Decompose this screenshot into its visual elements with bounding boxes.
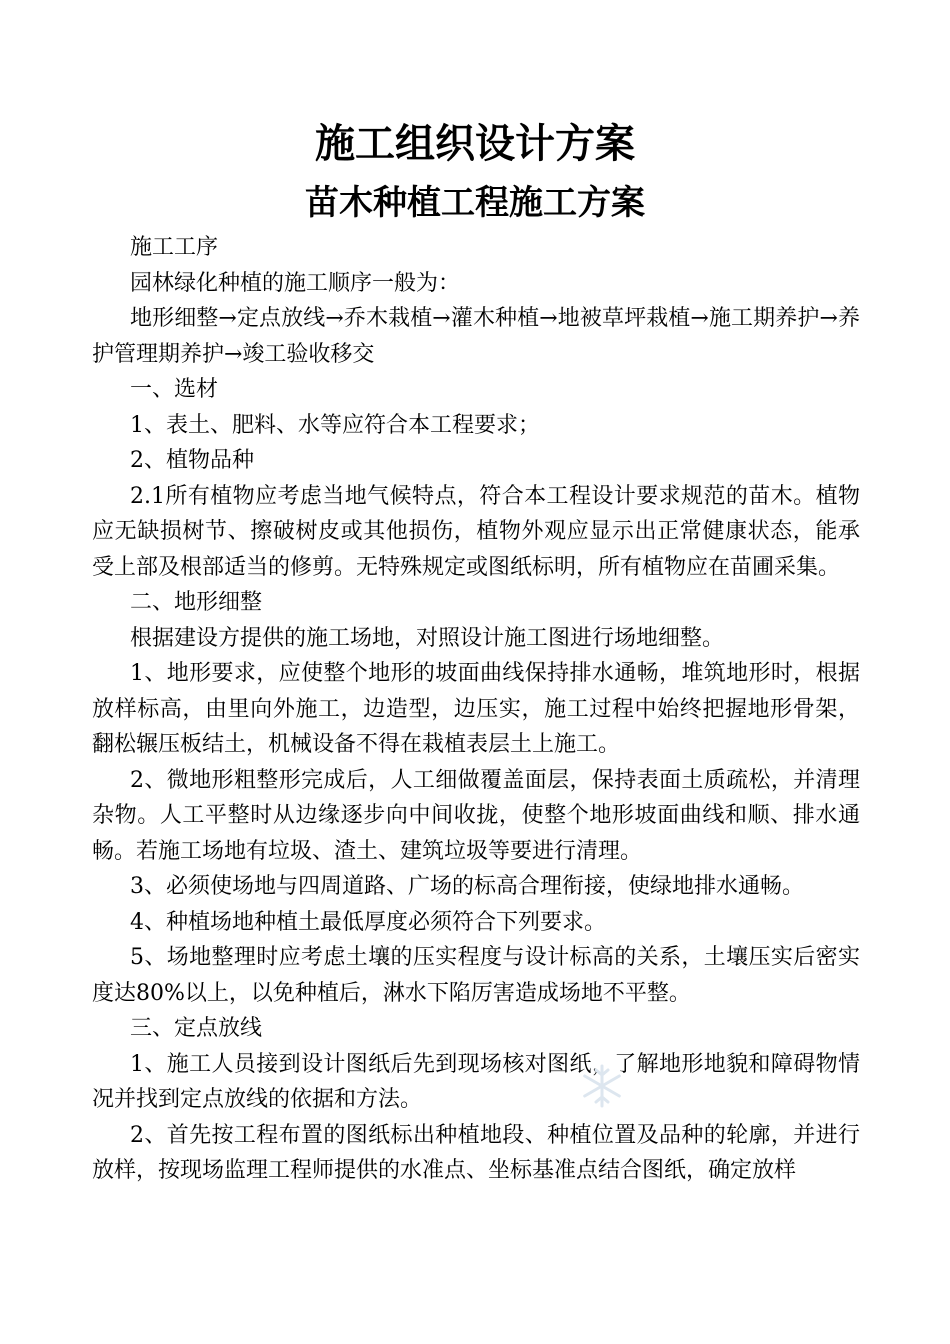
paragraph-process-intro: 园林绿化种植的施工顺序一般为： [130, 270, 461, 296]
document-subtitle: 苗木种植工程施工方案 [305, 183, 645, 223]
paragraph-materials-2-1: 2.1所有植物应考虑当地气候特点，符合本工程设计要求规范的苗木。植物应无缺损树节、擦破树皮或其他损伤，植物外观应显示出正常健康状态，能承受上部及根部适当的修剪。无特殊规定或图纸标明，所有植物应在苗圃采集。 [92, 483, 860, 580]
section-heading-terrain: 二、地形细整 [130, 590, 263, 615]
paragraph-process-heading: 施工工序 [130, 235, 219, 260]
paragraph-terrain-1: 1、地形要求，应使整个地形的坡面曲线保持排水通畅，堆筑地形时，根据放样标高，由里向外施工，边造型，边压实，施工过程中始终把握地形骨架，翻松辗压板结土，机械设备不得在栽植表层土上施工。 [92, 661, 860, 757]
document-title: 施工组织设计方案 [315, 120, 635, 167]
document-body [92, 230, 860, 1189]
paragraph-materials-1: 1、表土、肥料、水等应符合本工程要求； [130, 412, 540, 438]
section-heading-materials: 一、选材 [130, 377, 219, 402]
paragraph-process-sequence: 地形细整→定点放线→乔木栽植→灌木种植→地被草坪栽植→施工期养护→养护管理期养护→竣工验收移交 [92, 306, 860, 367]
paragraph-terrain-3: 3、必须使场地与四周道路、广场的标高合理衔接，使绿地排水通畅。 [130, 874, 804, 899]
paragraph-materials-2: 2、植物品种 [130, 448, 254, 473]
paragraph-terrain-4: 4、种植场地种植土最低厚度必须符合下列要求。 [130, 909, 606, 935]
paragraph-layout-2: 2、首先按工程布置的图纸标出种植地段、种植位置及品种的轮廓，并进行放样，按现场监理工程师提供的水准点、坐标基准点结合图纸，确定放样 [92, 1122, 860, 1183]
paragraph-terrain-2: 2、微地形粗整形完成后，人工细做覆盖面层，保持表面土质疏松，并清理杂物。人工平整时从边缘逐步向中间收拢，使整个地形坡面曲线和顺、排水通畅。若施工场地有垃圾、渣土、建筑垃圾等要进行清理。 [92, 767, 860, 864]
section-heading-layout: 三、定点放线 [130, 1016, 263, 1041]
paragraph-layout-1: 1、施工人员接到设计图纸后先到现场核对图纸，了解地形地貌和障碍物情况并找到定点放线的依据和方法。 [92, 1051, 860, 1112]
paragraph-terrain-5: 5、场地整理时应考虑土壤的压实程度与设计标高的关系，土壤压实后密实度达80%以上，以免种植后，淋水下陷厉害造成场地不平整。 [92, 945, 860, 1006]
paragraph-terrain-intro: 根据建设方提供的施工场地，对照设计施工图进行场地细整。 [130, 625, 725, 651]
